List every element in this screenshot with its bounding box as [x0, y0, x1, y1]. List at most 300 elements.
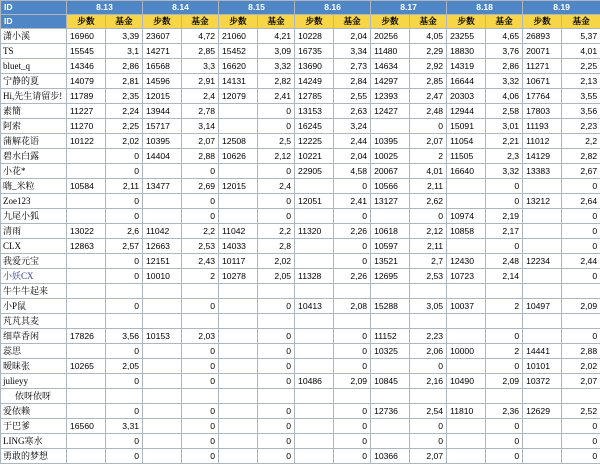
steps-cell[interactable] — [447, 239, 486, 254]
fund-cell[interactable]: 0 — [486, 419, 523, 434]
fund-cell[interactable]: 2,05 — [258, 269, 295, 284]
steps-cell[interactable]: 13127 — [371, 194, 410, 209]
fund-cell[interactable]: 0 — [486, 194, 523, 209]
date-header-cell[interactable]: 8.15 — [219, 1, 295, 15]
fund-cell[interactable]: 2,03 — [182, 329, 219, 344]
fund-cell[interactable]: 0 — [258, 434, 295, 449]
fund-cell[interactable]: 4,05 — [410, 29, 447, 44]
steps-cell[interactable]: 12225 — [295, 134, 334, 149]
steps-cell[interactable] — [295, 404, 334, 419]
fund-cell[interactable]: 2,35 — [106, 89, 143, 104]
fund-cell[interactable]: 0 — [106, 299, 143, 314]
row-name-cell[interactable]: 小花* — [1, 164, 67, 179]
fund-cell[interactable]: 0 — [410, 434, 447, 449]
fund-cell[interactable]: 2,48 — [410, 104, 447, 119]
date-header-cell[interactable]: 8.16 — [295, 1, 371, 15]
fund-cell[interactable]: 0 — [258, 404, 295, 419]
steps-cell[interactable]: 12863 — [67, 239, 106, 254]
steps-cell[interactable] — [67, 164, 106, 179]
fund-cell[interactable]: 2,07 — [562, 374, 600, 389]
fund-cell[interactable]: 3,1 — [106, 44, 143, 59]
fund-cell[interactable]: 0 — [258, 449, 295, 464]
fund-cell[interactable]: 2,82 — [258, 74, 295, 89]
steps-cell[interactable]: 10974 — [447, 209, 486, 224]
fund-cell[interactable] — [486, 284, 523, 299]
fund-cell[interactable]: 2,12 — [258, 149, 295, 164]
fund-cell[interactable]: 2,09 — [562, 299, 600, 314]
steps-cell[interactable]: 14297 — [371, 74, 410, 89]
fund-cell[interactable]: 2,44 — [562, 254, 600, 269]
steps-cell[interactable] — [219, 434, 258, 449]
fund-cell[interactable]: 3,32 — [258, 59, 295, 74]
row-name-cell[interactable]: 芃芃其麦 — [1, 314, 67, 329]
steps-cell[interactable] — [143, 164, 182, 179]
fund-cell[interactable]: 2,88 — [562, 344, 600, 359]
steps-cell[interactable]: 11480 — [371, 44, 410, 59]
steps-cell[interactable] — [219, 449, 258, 464]
steps-cell[interactable]: 14319 — [447, 59, 486, 74]
fund-cell[interactable]: 0 — [562, 269, 600, 284]
fund-cell[interactable] — [410, 389, 447, 404]
steps-cell[interactable]: 15288 — [371, 299, 410, 314]
fund-cell[interactable]: 2,11 — [106, 179, 143, 194]
fund-cell[interactable]: 3,34 — [334, 44, 371, 59]
steps-cell[interactable]: 10117 — [219, 254, 258, 269]
fund-cell[interactable]: 0 — [106, 164, 143, 179]
steps-cell[interactable]: 10325 — [371, 344, 410, 359]
steps-cell[interactable] — [143, 434, 182, 449]
steps-cell[interactable]: 12234 — [523, 254, 562, 269]
steps-cell[interactable] — [143, 359, 182, 374]
fund-cell[interactable]: 2,11 — [410, 179, 447, 194]
steps-cell[interactable]: 10845 — [371, 374, 410, 389]
row-name-cell[interactable]: 碧水白露 — [1, 149, 67, 164]
fund-cell[interactable]: 2,12 — [410, 224, 447, 239]
fund-cell[interactable]: 0 — [562, 239, 600, 254]
steps-cell[interactable]: 23607 — [143, 29, 182, 44]
fund-cell[interactable]: 3,55 — [562, 89, 600, 104]
fund-cell[interactable]: 2,58 — [486, 104, 523, 119]
steps-cell[interactable]: 12151 — [143, 254, 182, 269]
steps-cell[interactable]: 17803 — [523, 104, 562, 119]
steps-cell[interactable] — [371, 284, 410, 299]
fund-cell[interactable]: 0 — [334, 404, 371, 419]
row-name-cell[interactable]: 清雨 — [1, 224, 67, 239]
fund-cell[interactable] — [562, 284, 600, 299]
fund-cell[interactable] — [182, 284, 219, 299]
fund-cell[interactable]: 2,63 — [334, 104, 371, 119]
fund-cell[interactable]: 3,14 — [182, 119, 219, 134]
fund-cell[interactable]: 0 — [410, 209, 447, 224]
fund-cell[interactable] — [182, 314, 219, 329]
steps-cell[interactable]: 10101 — [523, 359, 562, 374]
steps-cell[interactable] — [295, 329, 334, 344]
fund-cell[interactable]: 2 — [486, 299, 523, 314]
fund-cell[interactable]: 0 — [562, 329, 600, 344]
steps-cell[interactable]: 10025 — [371, 149, 410, 164]
steps-cell[interactable]: 16640 — [447, 164, 486, 179]
steps-cell[interactable]: 10122 — [67, 134, 106, 149]
fund-cell[interactable]: 3,76 — [486, 44, 523, 59]
steps-cell[interactable]: 14131 — [219, 74, 258, 89]
steps-cell[interactable]: 12079 — [219, 89, 258, 104]
id-header-cell[interactable]: ID — [1, 1, 67, 15]
fund-cell[interactable]: 2,82 — [562, 149, 600, 164]
steps-cell[interactable]: 15545 — [67, 44, 106, 59]
fund-cell[interactable]: 0 — [182, 299, 219, 314]
steps-cell[interactable]: 14596 — [143, 74, 182, 89]
steps-cell[interactable]: 10278 — [219, 269, 258, 284]
steps-cell[interactable]: 12051 — [295, 194, 334, 209]
date-header-cell[interactable]: 8.17 — [371, 1, 447, 15]
fund-cell[interactable]: 0 — [258, 329, 295, 344]
fund-cell[interactable]: 0 — [182, 404, 219, 419]
fund-cell[interactable]: 0 — [486, 179, 523, 194]
fund-cell[interactable]: 0 — [258, 119, 295, 134]
fund-cell[interactable]: 0 — [182, 344, 219, 359]
fund-cell[interactable]: 2,02 — [562, 359, 600, 374]
fund-cell[interactable]: 2,11 — [410, 239, 447, 254]
row-name-cell[interactable]: 牛牛牛起来 — [1, 284, 67, 299]
fund-cell[interactable]: 0 — [182, 359, 219, 374]
steps-cell[interactable] — [219, 344, 258, 359]
steps-cell[interactable]: 11271 — [523, 59, 562, 74]
steps-cell[interactable] — [295, 254, 334, 269]
steps-cell[interactable] — [143, 449, 182, 464]
steps-cell[interactable] — [67, 269, 106, 284]
fund-cell[interactable]: 2,57 — [106, 239, 143, 254]
fund-cell[interactable]: 0 — [258, 104, 295, 119]
steps-cell[interactable] — [523, 269, 562, 284]
steps-cell[interactable] — [447, 434, 486, 449]
fund-cell[interactable]: 2,23 — [410, 329, 447, 344]
steps-cell[interactable]: 26893 — [523, 29, 562, 44]
steps-cell[interactable]: 11320 — [295, 224, 334, 239]
steps-header-cell[interactable]: 步数 — [523, 15, 562, 29]
row-name-cell[interactable]: 小P鼠 — [1, 299, 67, 314]
fund-header-cell[interactable]: 基金 — [258, 15, 295, 29]
steps-cell[interactable] — [523, 434, 562, 449]
fund-cell[interactable]: 2,07 — [410, 134, 447, 149]
fund-cell[interactable]: 0 — [486, 449, 523, 464]
steps-header-cell[interactable]: 步数 — [371, 15, 410, 29]
fund-cell[interactable]: 2,16 — [410, 374, 447, 389]
steps-cell[interactable]: 10597 — [371, 239, 410, 254]
fund-cell[interactable]: 0 — [182, 164, 219, 179]
row-name-cell[interactable]: 潇小溪 — [1, 29, 67, 44]
steps-cell[interactable] — [447, 389, 486, 404]
fund-cell[interactable]: 2,84 — [334, 74, 371, 89]
fund-cell[interactable]: 0 — [106, 194, 143, 209]
steps-cell[interactable]: 16960 — [67, 29, 106, 44]
steps-cell[interactable] — [447, 284, 486, 299]
fund-cell[interactable]: 0 — [334, 359, 371, 374]
steps-cell[interactable]: 13383 — [523, 164, 562, 179]
fund-cell[interactable]: 2,26 — [334, 269, 371, 284]
fund-cell[interactable]: 2,55 — [334, 89, 371, 104]
steps-cell[interactable] — [219, 314, 258, 329]
steps-cell[interactable]: 10366 — [371, 449, 410, 464]
fund-cell[interactable]: 2,6 — [106, 224, 143, 239]
fund-cell[interactable]: 4,01 — [410, 164, 447, 179]
fund-cell[interactable]: 2,2 — [182, 224, 219, 239]
fund-cell[interactable]: 0 — [410, 119, 447, 134]
fund-cell[interactable] — [106, 314, 143, 329]
fund-cell[interactable]: 3,3 — [182, 59, 219, 74]
steps-cell[interactable]: 16245 — [295, 119, 334, 134]
row-name-cell[interactable]: Hi,先生请留步! — [1, 89, 67, 104]
fund-cell[interactable]: 0 — [334, 344, 371, 359]
fund-cell[interactable]: 0 — [182, 449, 219, 464]
steps-cell[interactable] — [295, 419, 334, 434]
fund-cell[interactable]: 2,4 — [258, 179, 295, 194]
fund-cell[interactable]: 5,37 — [562, 29, 600, 44]
fund-cell[interactable]: 2,54 — [410, 404, 447, 419]
fund-cell[interactable]: 4,06 — [486, 89, 523, 104]
fund-cell[interactable]: 2,14 — [486, 269, 523, 284]
steps-cell[interactable]: 10618 — [371, 224, 410, 239]
row-name-cell[interactable]: 暧昧张 — [1, 359, 67, 374]
fund-cell[interactable]: 0 — [106, 449, 143, 464]
fund-cell[interactable]: 0 — [486, 329, 523, 344]
fund-cell[interactable]: 2,48 — [486, 254, 523, 269]
steps-cell[interactable]: 11505 — [447, 149, 486, 164]
date-header-cell[interactable]: 8.18 — [447, 1, 523, 15]
steps-cell[interactable]: 13477 — [143, 179, 182, 194]
fund-cell[interactable] — [106, 284, 143, 299]
steps-header-cell[interactable]: 步数 — [447, 15, 486, 29]
fund-header-cell[interactable]: 基金 — [334, 15, 371, 29]
fund-cell[interactable]: 2,25 — [106, 119, 143, 134]
steps-cell[interactable]: 20067 — [371, 164, 410, 179]
fund-cell[interactable]: 2,81 — [106, 74, 143, 89]
row-name-cell[interactable]: 依呀依呀 — [1, 389, 67, 404]
steps-cell[interactable] — [295, 449, 334, 464]
steps-cell[interactable] — [143, 389, 182, 404]
steps-cell[interactable] — [67, 449, 106, 464]
steps-cell[interactable] — [219, 299, 258, 314]
steps-cell[interactable] — [295, 389, 334, 404]
steps-cell[interactable] — [447, 359, 486, 374]
date-header-cell[interactable]: 8.13 — [67, 1, 143, 15]
row-name-cell[interactable]: 于巴爹 — [1, 419, 67, 434]
steps-cell[interactable]: 14079 — [67, 74, 106, 89]
steps-cell[interactable] — [371, 389, 410, 404]
fund-cell[interactable]: 2,53 — [182, 239, 219, 254]
fund-cell[interactable]: 0 — [562, 224, 600, 239]
steps-cell[interactable] — [523, 284, 562, 299]
steps-cell[interactable] — [447, 314, 486, 329]
fund-cell[interactable]: 0 — [334, 179, 371, 194]
row-name-cell[interactable]: Zoe123 — [1, 194, 67, 209]
steps-cell[interactable] — [67, 149, 106, 164]
fund-cell[interactable]: 3,56 — [106, 329, 143, 344]
steps-cell[interactable] — [295, 344, 334, 359]
steps-cell[interactable] — [219, 374, 258, 389]
fund-cell[interactable]: 2,92 — [410, 59, 447, 74]
steps-header-cell[interactable]: 步数 — [219, 15, 258, 29]
date-header-cell[interactable]: 8.14 — [143, 1, 219, 15]
steps-cell[interactable]: 13022 — [67, 224, 106, 239]
fund-cell[interactable]: 2,78 — [182, 104, 219, 119]
steps-cell[interactable] — [447, 194, 486, 209]
steps-cell[interactable] — [295, 314, 334, 329]
steps-cell[interactable]: 10153 — [143, 329, 182, 344]
fund-cell[interactable]: 2,36 — [486, 404, 523, 419]
steps-cell[interactable]: 12944 — [447, 104, 486, 119]
fund-header-cell[interactable]: 基金 — [182, 15, 219, 29]
fund-cell[interactable] — [334, 284, 371, 299]
fund-cell[interactable]: 0 — [562, 449, 600, 464]
steps-cell[interactable] — [67, 299, 106, 314]
fund-cell[interactable]: 0 — [334, 419, 371, 434]
steps-cell[interactable] — [219, 209, 258, 224]
steps-cell[interactable] — [371, 119, 410, 134]
fund-cell[interactable]: 0 — [562, 179, 600, 194]
steps-cell[interactable]: 12663 — [143, 239, 182, 254]
steps-cell[interactable] — [219, 404, 258, 419]
steps-cell[interactable] — [523, 314, 562, 329]
steps-cell[interactable]: 11193 — [523, 119, 562, 134]
steps-cell[interactable] — [447, 179, 486, 194]
row-name-cell[interactable]: CLX — [1, 239, 67, 254]
steps-cell[interactable] — [295, 179, 334, 194]
steps-cell[interactable]: 10626 — [219, 149, 258, 164]
fund-cell[interactable]: 0 — [106, 404, 143, 419]
fund-cell[interactable]: 2,85 — [410, 74, 447, 89]
fund-cell[interactable]: 2,41 — [334, 194, 371, 209]
steps-cell[interactable] — [67, 434, 106, 449]
fund-cell[interactable]: 2,02 — [106, 134, 143, 149]
steps-cell[interactable]: 12508 — [219, 134, 258, 149]
steps-cell[interactable]: 10490 — [447, 374, 486, 389]
steps-cell[interactable]: 22905 — [295, 164, 334, 179]
row-name-cell[interactable]: 蕊思 — [1, 344, 67, 359]
steps-cell[interactable] — [143, 344, 182, 359]
steps-cell[interactable]: 11042 — [219, 224, 258, 239]
steps-cell[interactable] — [143, 404, 182, 419]
fund-cell[interactable]: 4,21 — [258, 29, 295, 44]
steps-cell[interactable]: 10037 — [447, 299, 486, 314]
fund-cell[interactable]: 2,13 — [562, 74, 600, 89]
fund-cell[interactable]: 2,21 — [486, 134, 523, 149]
steps-cell[interactable] — [67, 284, 106, 299]
fund-cell[interactable] — [334, 314, 371, 329]
fund-cell[interactable]: 2,67 — [562, 164, 600, 179]
steps-cell[interactable]: 16620 — [219, 59, 258, 74]
fund-cell[interactable]: 2,86 — [106, 59, 143, 74]
fund-cell[interactable]: 0 — [334, 449, 371, 464]
fund-cell[interactable]: 0 — [182, 434, 219, 449]
fund-cell[interactable]: 0 — [486, 359, 523, 374]
fund-cell[interactable]: 2,62 — [410, 194, 447, 209]
steps-cell[interactable] — [523, 239, 562, 254]
fund-cell[interactable]: 4,58 — [334, 164, 371, 179]
steps-cell[interactable] — [295, 209, 334, 224]
fund-cell[interactable]: 0 — [486, 434, 523, 449]
steps-cell[interactable] — [219, 119, 258, 134]
fund-cell[interactable]: 2,7 — [410, 254, 447, 269]
id-subheader-cell[interactable]: ID — [1, 15, 67, 29]
fund-cell[interactable]: 0 — [106, 149, 143, 164]
fund-cell[interactable]: 2,09 — [486, 374, 523, 389]
fund-cell[interactable]: 0 — [334, 239, 371, 254]
steps-cell[interactable]: 14129 — [523, 149, 562, 164]
steps-cell[interactable] — [523, 179, 562, 194]
steps-cell[interactable]: 13521 — [371, 254, 410, 269]
row-name-cell[interactable]: 小妖CX — [1, 269, 67, 284]
fund-cell[interactable]: 0 — [258, 374, 295, 389]
fund-cell[interactable] — [258, 284, 295, 299]
steps-cell[interactable]: 17826 — [67, 329, 106, 344]
fund-cell[interactable]: 2,5 — [258, 134, 295, 149]
fund-cell[interactable]: 2 — [182, 269, 219, 284]
fund-cell[interactable]: 2,07 — [182, 134, 219, 149]
fund-cell[interactable]: 4,65 — [486, 29, 523, 44]
steps-cell[interactable] — [371, 209, 410, 224]
steps-cell[interactable]: 10000 — [447, 344, 486, 359]
fund-cell[interactable]: 0 — [562, 434, 600, 449]
steps-cell[interactable] — [371, 314, 410, 329]
fund-cell[interactable] — [486, 389, 523, 404]
steps-cell[interactable]: 12015 — [219, 179, 258, 194]
steps-cell[interactable]: 11012 — [523, 134, 562, 149]
fund-cell[interactable]: 2,05 — [106, 359, 143, 374]
fund-cell[interactable]: 0 — [486, 239, 523, 254]
steps-cell[interactable]: 14404 — [143, 149, 182, 164]
steps-cell[interactable] — [295, 434, 334, 449]
steps-cell[interactable]: 11810 — [447, 404, 486, 419]
fund-cell[interactable]: 2,88 — [182, 149, 219, 164]
steps-cell[interactable] — [295, 239, 334, 254]
steps-cell[interactable] — [523, 449, 562, 464]
steps-cell[interactable] — [371, 434, 410, 449]
fund-cell[interactable]: 4,72 — [182, 29, 219, 44]
fund-cell[interactable]: 2,06 — [410, 344, 447, 359]
fund-cell[interactable]: 2,02 — [258, 254, 295, 269]
steps-header-cell[interactable]: 步数 — [143, 15, 182, 29]
fund-header-cell[interactable]: 基金 — [410, 15, 447, 29]
row-name-cell[interactable]: 我爱元宝 — [1, 254, 67, 269]
steps-cell[interactable]: 12736 — [371, 404, 410, 419]
fund-cell[interactable]: 0 — [258, 194, 295, 209]
fund-cell[interactable]: 2 — [486, 344, 523, 359]
fund-cell[interactable]: 2,44 — [334, 134, 371, 149]
steps-cell[interactable]: 20303 — [447, 89, 486, 104]
fund-cell[interactable]: 2,69 — [182, 179, 219, 194]
fund-cell[interactable]: 2,2 — [562, 134, 600, 149]
steps-cell[interactable]: 23255 — [447, 29, 486, 44]
steps-cell[interactable]: 11789 — [67, 89, 106, 104]
steps-cell[interactable]: 11227 — [67, 104, 106, 119]
fund-cell[interactable]: 2,47 — [410, 89, 447, 104]
fund-header-cell[interactable]: 基金 — [106, 15, 143, 29]
steps-cell[interactable]: 16560 — [67, 419, 106, 434]
steps-cell[interactable]: 10723 — [447, 269, 486, 284]
steps-cell[interactable]: 14271 — [143, 44, 182, 59]
fund-cell[interactable] — [562, 389, 600, 404]
fund-cell[interactable]: 3,05 — [410, 299, 447, 314]
row-name-cell[interactable]: 勇敢的梦想 — [1, 449, 67, 464]
fund-cell[interactable] — [486, 314, 523, 329]
steps-cell[interactable]: 12629 — [523, 404, 562, 419]
steps-cell[interactable] — [523, 209, 562, 224]
fund-cell[interactable] — [410, 284, 447, 299]
fund-cell[interactable]: 0 — [410, 359, 447, 374]
fund-cell[interactable]: 2,52 — [562, 404, 600, 419]
row-name-cell[interactable]: 素簡 — [1, 104, 67, 119]
steps-cell[interactable] — [67, 389, 106, 404]
